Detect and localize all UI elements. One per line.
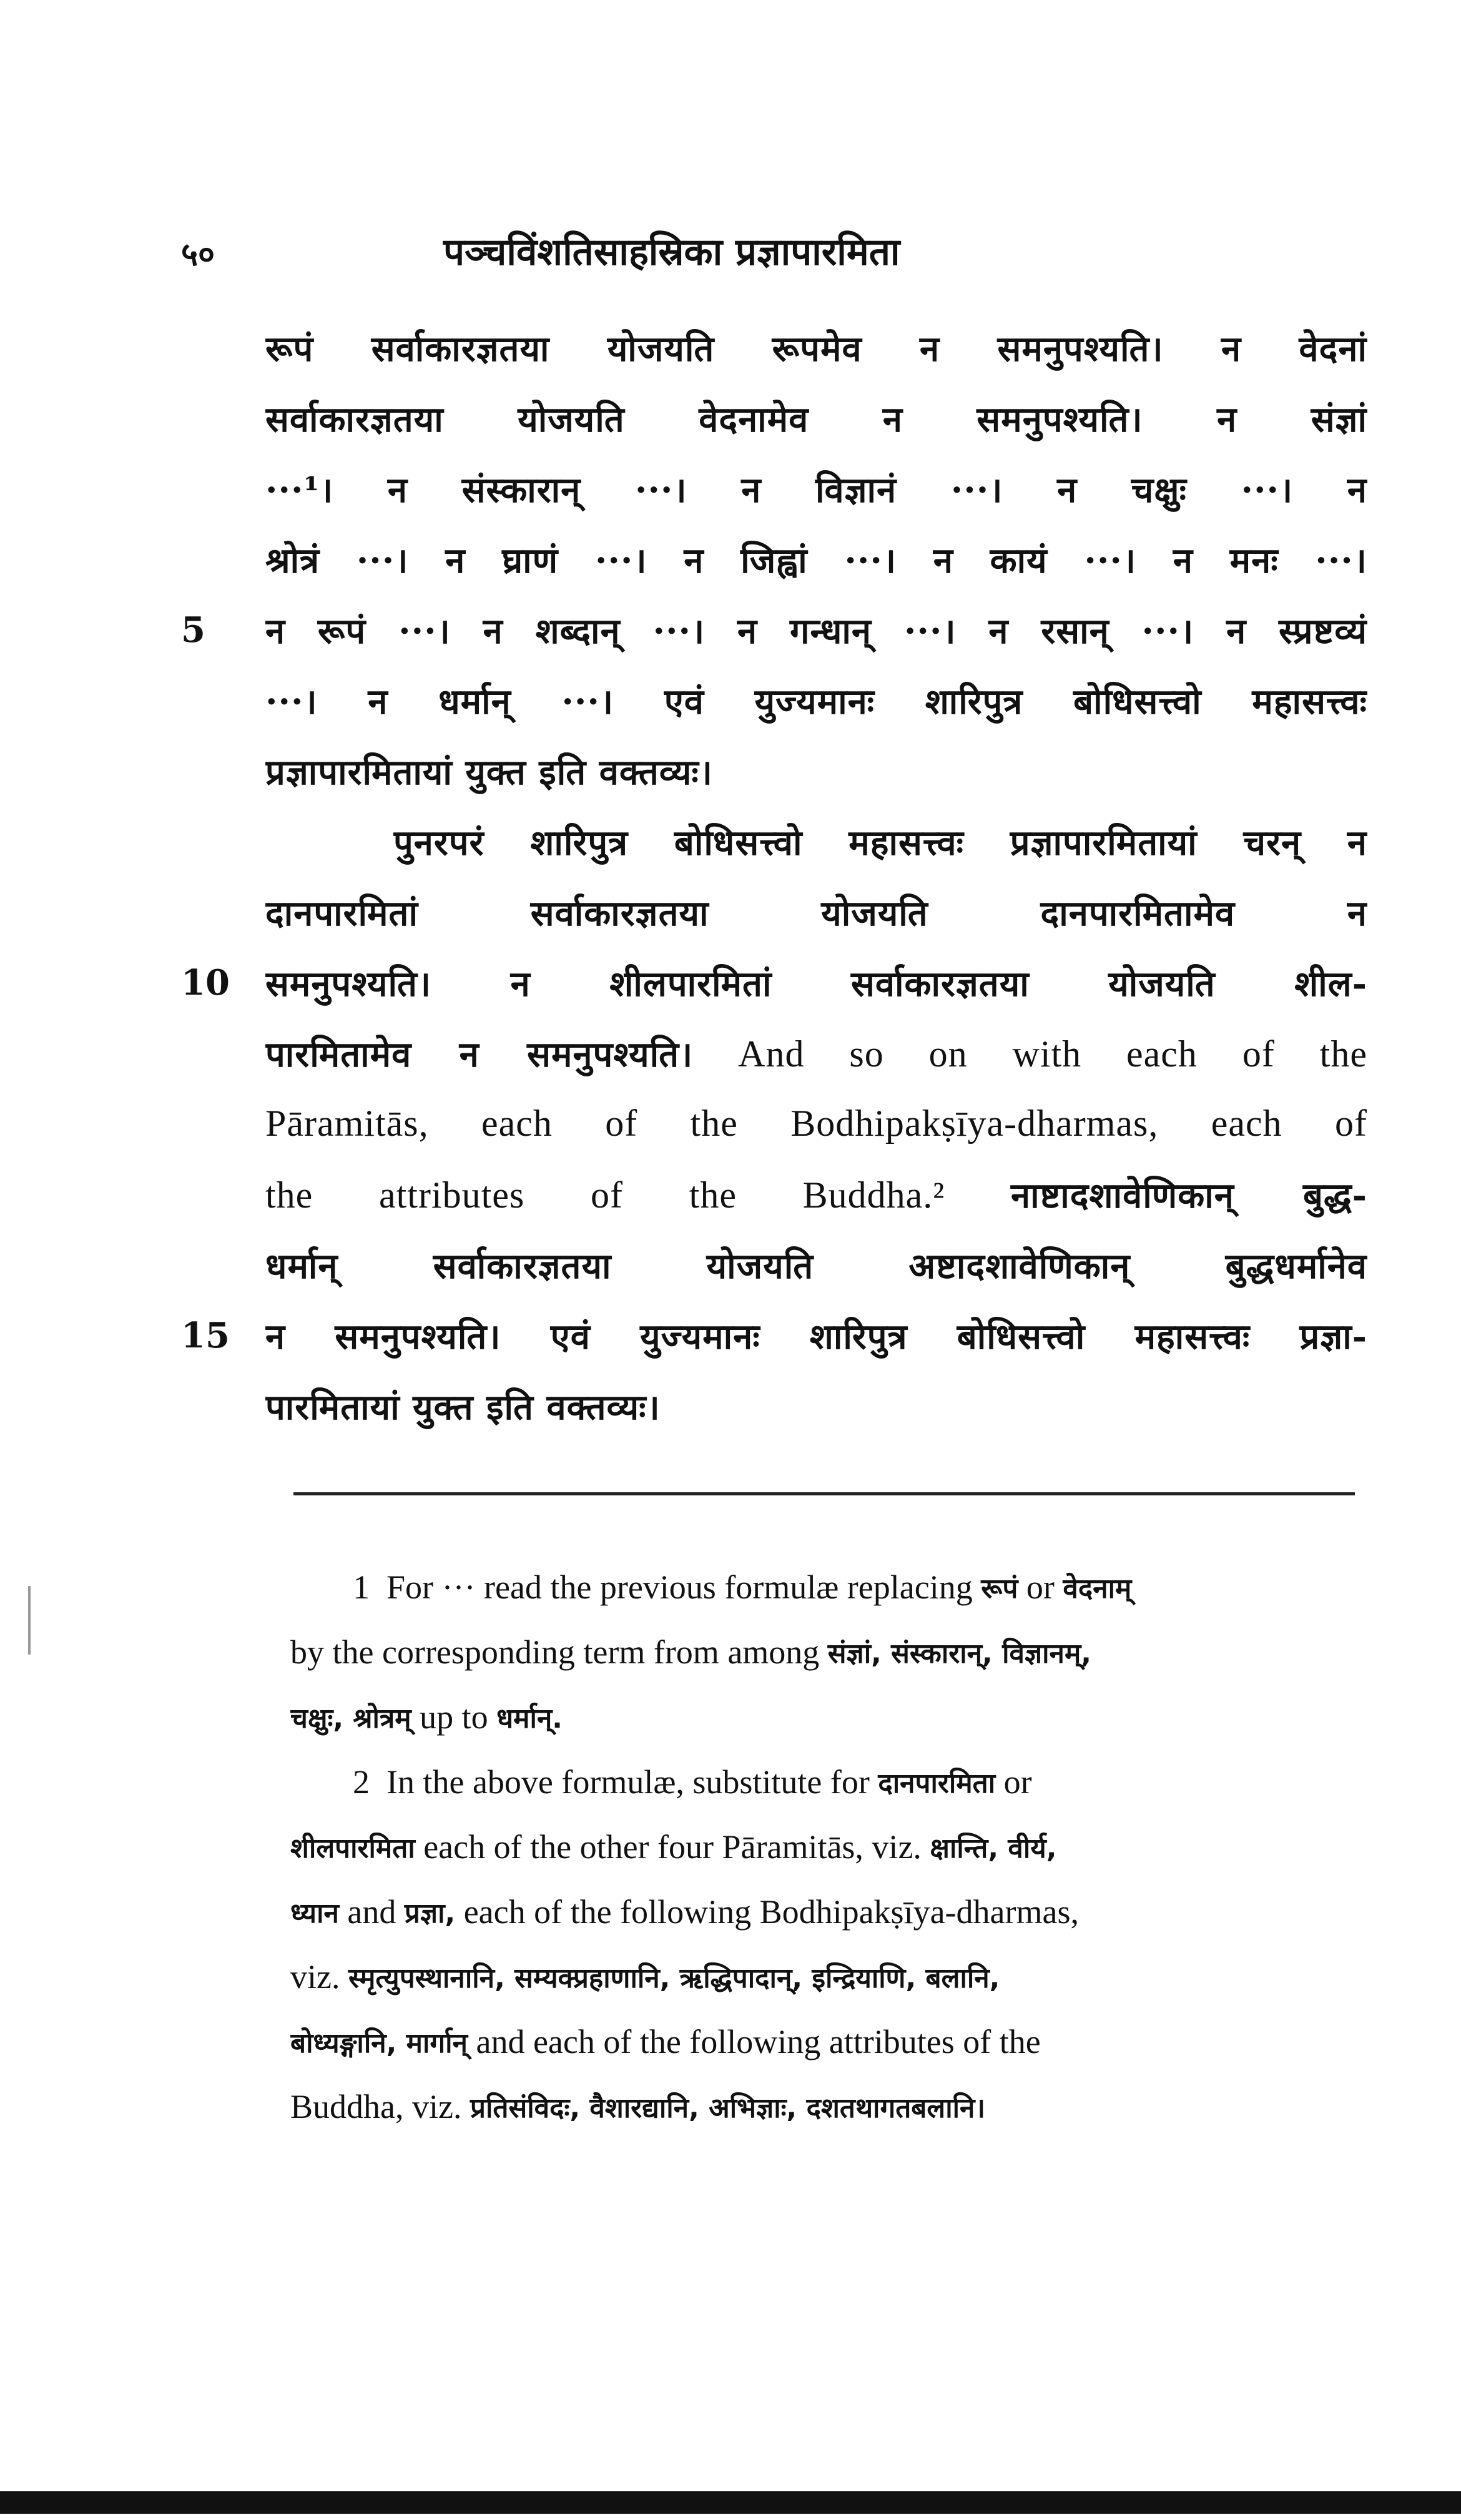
- sanskrit-text: ···। न धर्मान् ···। एवं युज्यमानः शारिपुत्र बोधिसत्त्वो महासत्त्वः: [265, 681, 1367, 722]
- page-number: ५०: [181, 235, 215, 273]
- sanskrit-text: पारमितायां युक्त इति वक्तव्यः।: [265, 1386, 661, 1428]
- text-line: [181, 383, 1367, 453]
- footnote-text: each of the other four Pāramitās, viz.: [415, 1828, 930, 1866]
- line-text: [265, 959, 1367, 1007]
- footnote-text: or: [1018, 1568, 1063, 1606]
- sanskrit-text: पारमितामेव न समनुपश्यति।: [265, 1033, 694, 1075]
- sanskrit-text: श्रोत्रं ···। न घ्राणं ···। न जिह्वां ···। न कायं ···। न मनः ···।: [265, 539, 1367, 581]
- sanskrit-text: पुनरपरं शारिपुत्र बोधिसत्त्वो महासत्त्वः प्रज्ञापारमितायां चरन् न: [393, 822, 1367, 864]
- line-text: [265, 465, 1367, 513]
- sanskrit-term: रूपं: [981, 1573, 1018, 1605]
- footnote-line: [290, 1620, 1358, 1685]
- sanskrit-text: न रूपं ···। न शब्दान् ···। न गन्धान् ···। न रसान् ···। न स्प्रष्टव्यं: [265, 610, 1367, 652]
- sanskrit-term: संज्ञां, संस्कारान्, विज्ञानम्,: [827, 1638, 1091, 1670]
- line-text: [265, 1102, 1367, 1145]
- line-text: [265, 324, 1367, 372]
- text-line: [181, 947, 1367, 1018]
- text-line: [181, 312, 1367, 383]
- footnote-text: up to: [411, 1698, 497, 1736]
- sanskrit-text: रूपं सर्वाकारज्ञतया योजयति रूपमेव न समनुपश्यति। न वेदनां: [265, 328, 1367, 370]
- line-text: [265, 1382, 1367, 1430]
- footnote-divider: [293, 1492, 1355, 1495]
- line-text: [265, 1171, 1367, 1218]
- footnote-text: by the corresponding term from among: [290, 1633, 828, 1671]
- running-title: पञ्चविंशतिसाहस्रिका प्रज्ञापारमिता: [443, 230, 900, 274]
- footnote-text: and each of the following attributes of the: [467, 2023, 1041, 2060]
- line-text: [265, 888, 1367, 936]
- sanskrit-term: चक्षुः, श्रोत्रम्: [290, 1703, 411, 1735]
- footnote-line: [290, 2074, 1358, 2139]
- line-number: 10: [181, 962, 230, 1003]
- line-number: 15: [181, 1314, 230, 1356]
- footnote-line: [290, 1879, 1358, 1944]
- sanskrit-text: धर्मान् सर्वाकारज्ञतया योजयति अष्टादशावेणिकान् बुद्धधर्मानेव: [265, 1245, 1367, 1287]
- sanskrit-text: दानपारमितां सर्वाकारज्ञतया योजयति दानपारमितामेव न: [265, 892, 1367, 934]
- page-header: [181, 225, 1355, 293]
- text-line: [181, 1159, 1367, 1229]
- sanskrit-term: वेदनाम्: [1063, 1573, 1132, 1605]
- text-line: [181, 736, 1367, 806]
- sanskrit-term: शीलपारमिता: [290, 1833, 415, 1864]
- footnote-text: viz.: [290, 1958, 348, 1996]
- line-text: [265, 395, 1367, 442]
- sanskrit-text: सर्वाकारज्ञतया योजयति वेदनामेव न समनुपश्यति। न संज्ञां: [265, 398, 1367, 440]
- sanskrit-term: बोध्यङ्गानि, मार्गान्: [290, 2027, 468, 2059]
- sanskrit-text: ···¹। न संस्कारान् ···। न विज्ञानं ···। न चक्षुः ···। न: [265, 469, 1367, 511]
- text-line: [181, 594, 1367, 665]
- footnote-text: or: [995, 1763, 1032, 1801]
- sanskrit-term: स्मृत्युपस्थानानि, सम्यक्प्रहाणानि, ऋद्धिपादान्, इन्द्रियाणि, बलानि,: [348, 1962, 1000, 1994]
- line-text: [393, 818, 1367, 865]
- english-text: the attributes of the Buddha.²: [265, 1174, 1011, 1216]
- footnote-line: [290, 1750, 1358, 1814]
- text-line: [181, 1300, 1367, 1371]
- text-line: [181, 1088, 1367, 1159]
- line-text: [265, 536, 1367, 583]
- footnote-line: [290, 1944, 1358, 2009]
- line-text: [265, 1312, 1367, 1359]
- text-line: [181, 877, 1367, 947]
- line-text: [265, 1241, 1367, 1289]
- text-line: [181, 524, 1367, 594]
- line-number: 5: [181, 609, 205, 651]
- footnote-text: and: [338, 1893, 405, 1931]
- text-line: [181, 1018, 1367, 1088]
- sanskrit-term: प्रतिसंविदः, वैशारद्यानि, अभिज्ञाः, दशतथागतबलानि।: [470, 2092, 986, 2124]
- footnote-text: each of the following Bodhipakṣīya-dharmas,: [455, 1893, 1079, 1931]
- line-text: [265, 747, 1367, 795]
- sanskrit-term: धर्मान्.: [496, 1703, 563, 1735]
- sanskrit-term: क्षान्ति, वीर्य,: [930, 1833, 1057, 1864]
- sanskrit-term: प्रज्ञा,: [404, 1897, 456, 1929]
- sanskrit-term: ध्यान: [290, 1897, 339, 1929]
- english-text: Pāramitās, each of the Bodhipakṣīya-dharmas, each of: [265, 1103, 1367, 1144]
- text-line: [181, 806, 1367, 877]
- margin-mark: [28, 1586, 31, 1655]
- footnote-line: [290, 1814, 1358, 1879]
- sanskrit-text: नाष्टादशावेणिकान् बुद्ध-: [1011, 1174, 1367, 1216]
- english-text: And so on with each of the: [693, 1033, 1367, 1075]
- footnote-text: Buddha, viz.: [290, 2088, 470, 2125]
- sanskrit-text: समनुपश्यति। न शीलपारमितां सर्वाकारज्ञतया योजयति शील-: [265, 963, 1367, 1005]
- text-line: [181, 1229, 1367, 1300]
- main-text: [181, 312, 1367, 1441]
- line-text: [265, 606, 1367, 654]
- scan-edge-bar: [0, 2491, 1461, 2514]
- footnote-line: [290, 1685, 1358, 1750]
- sanskrit-text: न समनुपश्यति। एवं युज्यमानः शारिपुत्र बोधिसत्त्वो महासत्त्वः प्रज्ञा-: [265, 1316, 1367, 1357]
- line-text: [265, 1030, 1367, 1077]
- sanskrit-term: दानपारमिता: [878, 1768, 996, 1799]
- text-line: [181, 453, 1367, 524]
- text-line: [181, 1371, 1367, 1441]
- text-line: [181, 665, 1367, 736]
- line-text: [265, 677, 1367, 724]
- sanskrit-text: प्रज्ञापारमितायां युक्त इति वक्तव्यः।: [265, 751, 713, 793]
- footnote-text: 2 In the above formulæ, substitute for: [353, 1763, 878, 1801]
- footnote-text: 1 For ··· read the previous formulæ replacing: [353, 1568, 981, 1606]
- footnote-line: [290, 2009, 1358, 2074]
- footnote-line: [290, 1555, 1358, 1620]
- footnotes: [290, 1555, 1358, 2139]
